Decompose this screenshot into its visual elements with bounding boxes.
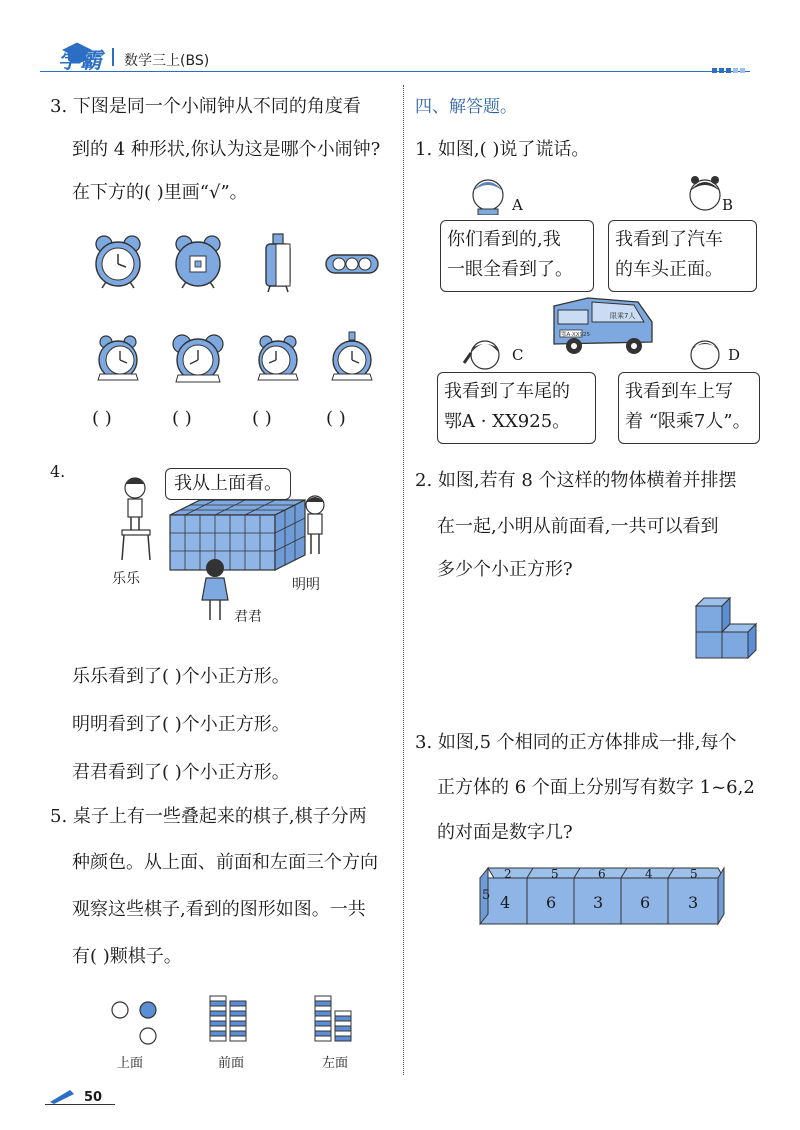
clock-option-d-icon	[332, 332, 372, 380]
kids-heads-bottom	[440, 335, 760, 375]
top-digit-3: 6	[598, 867, 606, 881]
p3-line1: 3. 如图,5 个相同的正方体排成一排,每个	[415, 732, 737, 753]
q4-answer-1: 乐乐看到了( )个小正方形。	[72, 666, 290, 687]
left-digit: 5	[482, 888, 491, 903]
header-squares-decoration	[712, 58, 747, 77]
q3-choice-3[interactable]: ( )	[252, 408, 272, 429]
chess-views-figure	[100, 990, 370, 1050]
kid-d-icon	[691, 341, 719, 369]
bubble-d-line2: 着 “限乘7人”。	[625, 411, 751, 432]
section-title: 四、解答题。	[415, 97, 517, 117]
name-lele: 乐乐	[112, 571, 140, 587]
q3-choice-1[interactable]: ( )	[92, 408, 112, 429]
kids-heads-top	[440, 175, 760, 215]
bubble-b	[608, 220, 757, 292]
bubble-d	[618, 372, 760, 444]
p2-line1: 2. 如图,若有 8 个这样的物体横着并排摆	[415, 470, 737, 491]
front-digit-3: 3	[593, 893, 604, 912]
front-view-icon	[210, 996, 246, 1041]
bubble-c-line1: 我看到了车尾的	[444, 381, 570, 402]
view-label-front: 前面	[218, 1056, 245, 1071]
clock-option-a-icon	[98, 336, 138, 380]
view-label-top: 上面	[117, 1056, 144, 1071]
clock-side-icon	[266, 234, 290, 292]
bubble-a	[440, 220, 594, 292]
clock-front-icon	[96, 236, 140, 288]
book-title: 数学三上(BS)	[124, 53, 210, 69]
three-cube-object-icon	[690, 594, 760, 666]
q3-choice-2[interactable]: ( )	[172, 408, 192, 429]
front-digit-1: 4	[500, 893, 511, 912]
top-view-icon	[112, 1002, 156, 1044]
cube-stack-icon	[170, 500, 305, 570]
q5-line4: 有( )颗棋子。	[72, 946, 182, 967]
name-junjun: 君君	[234, 609, 262, 625]
q4-illustration	[110, 470, 340, 630]
footer-rule	[45, 1104, 115, 1105]
q4-number: 4.	[50, 462, 66, 481]
q4-answer-2: 明明看到了( )个小正方形。	[72, 714, 290, 735]
label-c: C	[512, 346, 524, 364]
car-plate: 鄂A·XX925	[561, 332, 591, 338]
top-digit-1: 2	[504, 867, 512, 881]
bubble-a-line1: 你们看到的,我	[447, 229, 561, 250]
label-b: B	[722, 196, 734, 214]
logo-text: 学霸	[58, 49, 103, 74]
bubble-b-line2: 的车头正面。	[615, 259, 723, 280]
clock-back-icon	[176, 236, 220, 288]
top-digit-2: 5	[551, 867, 559, 881]
q4-speech-bubble: 我从上面看。	[165, 468, 291, 500]
p2-line2: 在一起,小明从前面看,一共可以看到	[437, 516, 719, 537]
q3-line3: 在下方的( )里画“√”。	[72, 182, 248, 203]
q5-line1: 5. 桌子上有一些叠起来的棋子,棋子分两	[50, 806, 367, 827]
page-number: 50	[84, 1090, 103, 1105]
header-rule	[40, 71, 750, 72]
label-d: D	[728, 346, 741, 364]
bubble-d-line1: 我看到车上写	[625, 381, 733, 402]
bubble-a-line2: 一眼全看到了。	[447, 259, 573, 280]
top-digit-4: 4	[645, 867, 653, 881]
p2-line3: 多少个小正方形?	[437, 559, 573, 580]
kid-c-icon	[464, 341, 499, 369]
p1-line: 1. 如图,( )说了谎话。	[415, 139, 590, 160]
page-header	[0, 0, 800, 80]
alarm-clock-views	[80, 228, 390, 398]
front-digit-2: 6	[546, 893, 557, 912]
top-digit-5: 5	[690, 867, 698, 881]
q3-choice-4[interactable]: ( )	[326, 408, 346, 429]
kid-b-icon	[690, 176, 720, 210]
front-digit-5: 3	[688, 893, 699, 912]
logo-separator	[112, 48, 114, 66]
front-digit-4: 6	[640, 893, 651, 912]
p3-line2: 正方体的 6 个面上分别写有数字 1~6,2	[437, 777, 755, 798]
mingming-figure-icon	[306, 496, 324, 554]
bubble-c	[437, 372, 596, 444]
q4-answer-3: 君君看到了( )个小正方形。	[72, 762, 290, 783]
q3-line2: 到的 4 种形状,你认为这是哪个小闹钟?	[72, 139, 381, 160]
pencil-icon	[48, 1088, 78, 1104]
clock-option-b-icon	[173, 335, 223, 382]
label-a: A	[512, 196, 523, 214]
car-side-text: 限乘7人	[610, 312, 636, 320]
column-divider	[403, 85, 404, 1075]
bubble-b-line1: 我看到了汽车	[615, 229, 723, 250]
cube-row-figure	[474, 864, 734, 928]
clock-top-icon	[326, 255, 378, 273]
lele-figure-icon	[122, 478, 150, 560]
kid-a-icon	[473, 180, 503, 215]
clock-option-c-icon	[258, 336, 298, 380]
name-mingming: 明明	[292, 577, 320, 593]
p3-line3: 的对面是数字几?	[437, 822, 573, 843]
view-label-left: 左面	[322, 1056, 349, 1071]
bubble-c-line2: 鄂A · XX925。	[444, 411, 571, 432]
q3-line1: 3. 下图是同一个小闹钟从不同的角度看	[50, 96, 361, 117]
q5-line3: 观察这些棋子,看到的图形如图。一共	[72, 899, 366, 920]
q5-line2: 种颜色。从上面、前面和左面三个方向	[72, 852, 378, 873]
left-view-icon	[315, 996, 351, 1041]
